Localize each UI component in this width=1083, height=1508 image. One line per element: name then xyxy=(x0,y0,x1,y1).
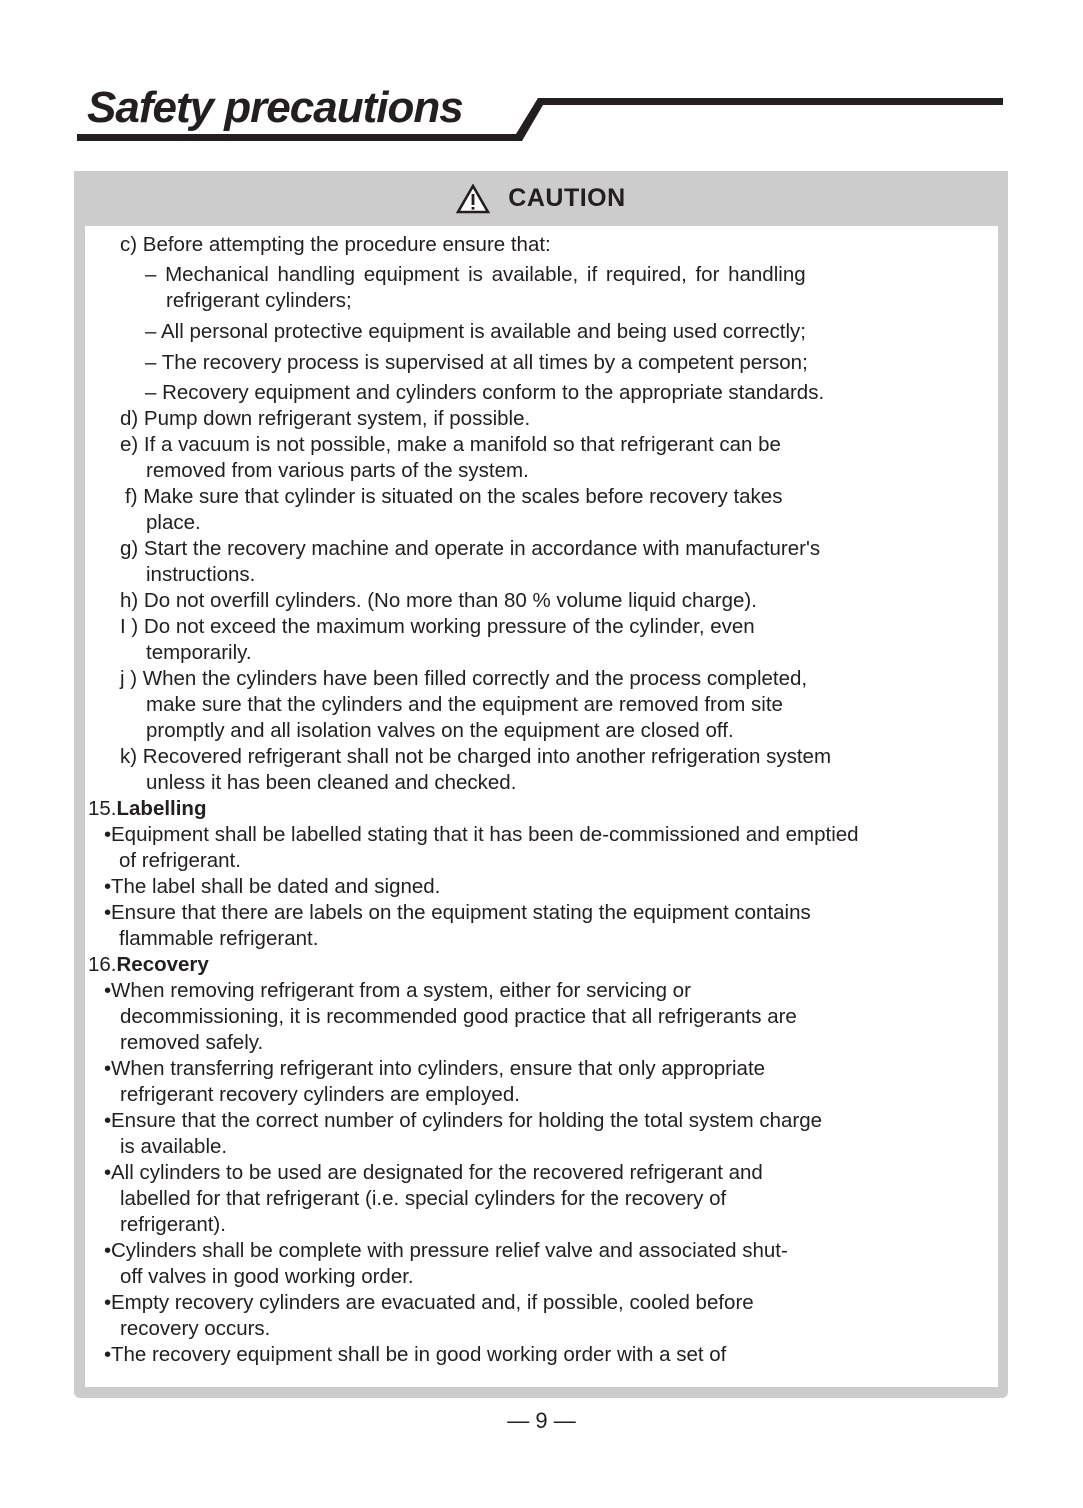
step-e-cont: removed from various parts of the system. xyxy=(146,459,529,482)
step-g-cont: instructions. xyxy=(146,563,256,586)
page-title: Safety precautions xyxy=(87,83,463,132)
bullet-icon: • xyxy=(104,901,112,924)
step-c-label: c) Before attempting the procedure ensure that: xyxy=(120,233,551,256)
step-i: I ) Do not exceed the maximum working pressure of the cylinder, even xyxy=(120,615,755,638)
bullet-icon: • xyxy=(104,823,112,846)
step-c-dash-1: – Mechanical handling equipment is available, if required, for handling xyxy=(145,263,806,286)
step-k: k) Recovered refrigerant shall not be charged into another refrigeration system xyxy=(120,745,832,768)
step-j-cont-1: make sure that the cylinders and the equipment are removed from site xyxy=(146,693,783,716)
warning-triangle-icon xyxy=(456,184,490,214)
bullet-icon: • xyxy=(104,1291,112,1314)
labelling-bullet-1: •Equipment shall be labelled stating that it has been de-commissioned and emptied xyxy=(104,823,859,846)
section-16-number: 16. xyxy=(88,953,117,976)
recovery-bullet-1: •When removing refrigerant from a system, either for servicing or xyxy=(104,979,691,1002)
recovery-bullet-2-cont: refrigerant recovery cylinders are employed. xyxy=(120,1083,520,1106)
step-e: e) If a vacuum is not possible, make a manifold so that refrigerant can be xyxy=(120,433,781,456)
recovery-bullet-5-cont: off valves in good working order. xyxy=(120,1265,414,1288)
bullet-icon: • xyxy=(104,1161,112,1184)
recovery-bullet-3-cont: is available. xyxy=(120,1135,228,1158)
section-15-number: 15. xyxy=(88,797,117,820)
step-f: f) Make sure that cylinder is situated on the scales before recovery takes xyxy=(125,485,783,508)
bullet-icon: • xyxy=(104,1343,112,1366)
page-number: — 9 — xyxy=(507,1408,576,1433)
bullet-icon: • xyxy=(104,875,112,898)
recovery-bullet-4-cont-1: labelled for that refrigerant (i.e. special cylinders for the recovery of xyxy=(120,1187,727,1210)
labelling-bullet-3-cont: flammable refrigerant. xyxy=(119,927,319,950)
labelling-bullet-3: •Ensure that there are labels on the equipment stating the equipment contains xyxy=(104,901,811,924)
section-16-title: Recovery xyxy=(116,953,209,976)
step-d: d) Pump down refrigerant system, if possible. xyxy=(120,407,531,430)
labelling-bullet-1-cont: of refrigerant. xyxy=(119,849,241,872)
bullet-icon: • xyxy=(104,979,112,1002)
step-h: h) Do not overfill cylinders. (No more than 80 % volume liquid charge). xyxy=(120,589,757,612)
step-c-dash-3: – The recovery process is supervised at all times by a competent person; xyxy=(145,351,808,374)
recovery-bullet-7: •The recovery equipment shall be in good working order with a set of xyxy=(104,1343,727,1366)
recovery-bullet-4-cont-2: refrigerant). xyxy=(120,1213,226,1236)
labelling-bullet-2: •The label shall be dated and signed. xyxy=(104,875,441,898)
recovery-bullet-5: •Cylinders shall be complete with pressure relief valve and associated shut- xyxy=(104,1239,788,1262)
recovery-bullet-1-cont-1: decommissioning, it is recommended good practice that all refrigerants are xyxy=(120,1005,797,1028)
section-16-heading xyxy=(88,952,209,978)
step-g: g) Start the recovery machine and operate in accordance with manufacturer's xyxy=(120,537,821,560)
recovery-bullet-3: •Ensure that the correct number of cylinders for holding the total system charge xyxy=(104,1109,823,1132)
step-j-cont-2: promptly and all isolation valves on the equipment are closed off. xyxy=(146,719,734,742)
bullet-icon: • xyxy=(104,1109,112,1132)
step-j: j ) When the cylinders have been filled correctly and the process completed, xyxy=(120,667,808,690)
recovery-bullet-6-cont: recovery occurs. xyxy=(120,1317,271,1340)
caution-label: CAUTION xyxy=(508,184,626,212)
step-c-dash-1-cont: refrigerant cylinders; xyxy=(166,289,352,312)
step-k-cont: unless it has been cleaned and checked. xyxy=(146,771,517,794)
step-i-cont: temporarily. xyxy=(146,641,252,664)
recovery-bullet-1-cont-2: removed safely. xyxy=(120,1031,264,1054)
section-15-heading xyxy=(88,796,206,822)
recovery-bullet-6: •Empty recovery cylinders are evacuated and, if possible, cooled before xyxy=(104,1291,754,1314)
step-c-dash-4: – Recovery equipment and cylinders conform to the appropriate standards. xyxy=(145,381,825,404)
bullet-icon: • xyxy=(104,1239,112,1262)
recovery-bullet-4: •All cylinders to be used are designated for the recovered refrigerant and xyxy=(104,1161,763,1184)
caution-header xyxy=(74,171,1008,226)
bullet-icon: • xyxy=(104,1057,112,1080)
step-c-dash-2: – All personal protective equipment is available and being used correctly; xyxy=(145,320,806,343)
section-15-title: Labelling xyxy=(116,797,207,820)
recovery-bullet-2: •When transferring refrigerant into cylinders, ensure that only appropriate xyxy=(104,1057,766,1080)
step-f-cont: place. xyxy=(146,511,201,534)
